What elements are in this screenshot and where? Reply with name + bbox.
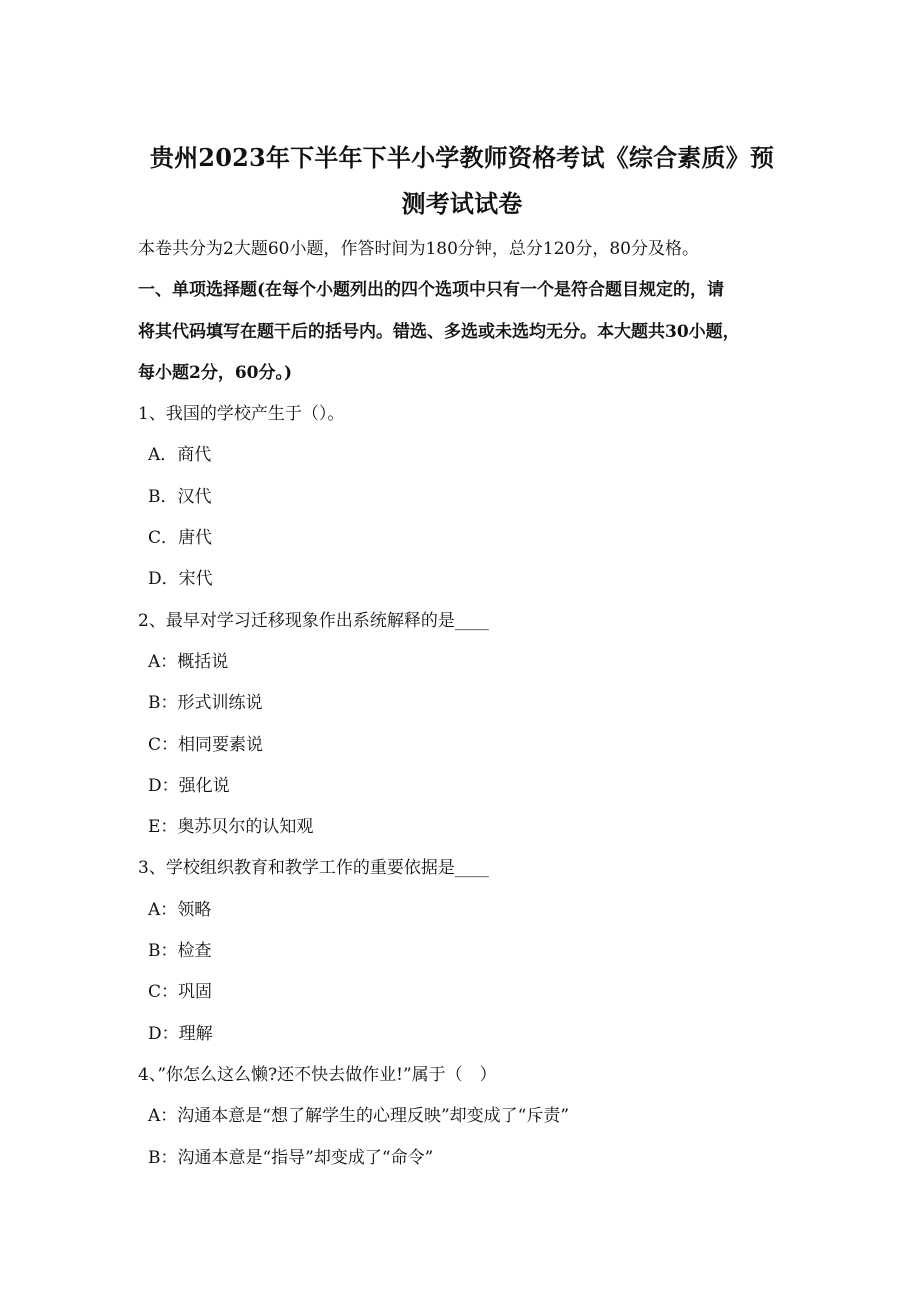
question-stem: 2、最早对学习迁移现象作出系统解释的是____ xyxy=(138,610,489,631)
document-page xyxy=(138,135,786,1179)
answer-option: C：巩固 xyxy=(148,982,213,1003)
answer-option: D：强化说 xyxy=(148,775,230,796)
answer-option: A：沟通本意是“想了解学生的心理反映”却变成了“斥责” xyxy=(148,1106,570,1127)
question-2 xyxy=(138,601,786,849)
answer-option: B：形式训练说 xyxy=(148,693,263,714)
answer-option: A：领略 xyxy=(148,899,212,920)
intro-text: 本卷共分为2大题60小题，作答时间为180分钟，总分120分，80分及格。 xyxy=(138,239,699,259)
title-line: 测考试试卷 xyxy=(401,189,523,218)
section-heading xyxy=(138,270,786,394)
question-3 xyxy=(138,848,786,1054)
answer-option: A．商代 xyxy=(148,445,212,466)
answer-option: D．宋代 xyxy=(148,569,213,590)
title-line: 贵州2023年下半年下半小学教师资格考试《综合素质》预 xyxy=(149,143,775,172)
answer-option: E：奥苏贝尔的认知观 xyxy=(148,817,314,838)
question-1 xyxy=(138,394,786,600)
answer-option: B：沟通本意是“指导”却变成了“命令” xyxy=(148,1147,434,1168)
question-stem: 1、我国的学校产生于（）。 xyxy=(138,404,345,425)
answer-option: D：理解 xyxy=(148,1023,213,1044)
question-list xyxy=(138,394,786,1179)
document-title xyxy=(138,135,786,227)
answer-option: B：检查 xyxy=(148,941,212,962)
answer-option: C：相同要素说 xyxy=(148,734,264,755)
heading-line: 每小题2分，60分。) xyxy=(138,362,293,383)
question-stem: 3、学校组织教育和教学工作的重要依据是____ xyxy=(138,858,489,879)
answer-option: B．汉代 xyxy=(148,486,212,507)
heading-line: 将其代码填写在题干后的括号内。错选、多选或未选均无分。本大题共30小题， xyxy=(138,321,740,342)
answer-option: A：概括说 xyxy=(148,651,229,672)
question-stem: 4、”你怎么这么懒?还不快去做作业!”属于（ ） xyxy=(138,1064,497,1085)
heading-line: 一、单项选择题(在每个小题列出的四个选项中只有一个是符合题目规定的，请 xyxy=(138,280,725,301)
question-4 xyxy=(138,1055,786,1179)
answer-option: C．唐代 xyxy=(148,528,213,549)
